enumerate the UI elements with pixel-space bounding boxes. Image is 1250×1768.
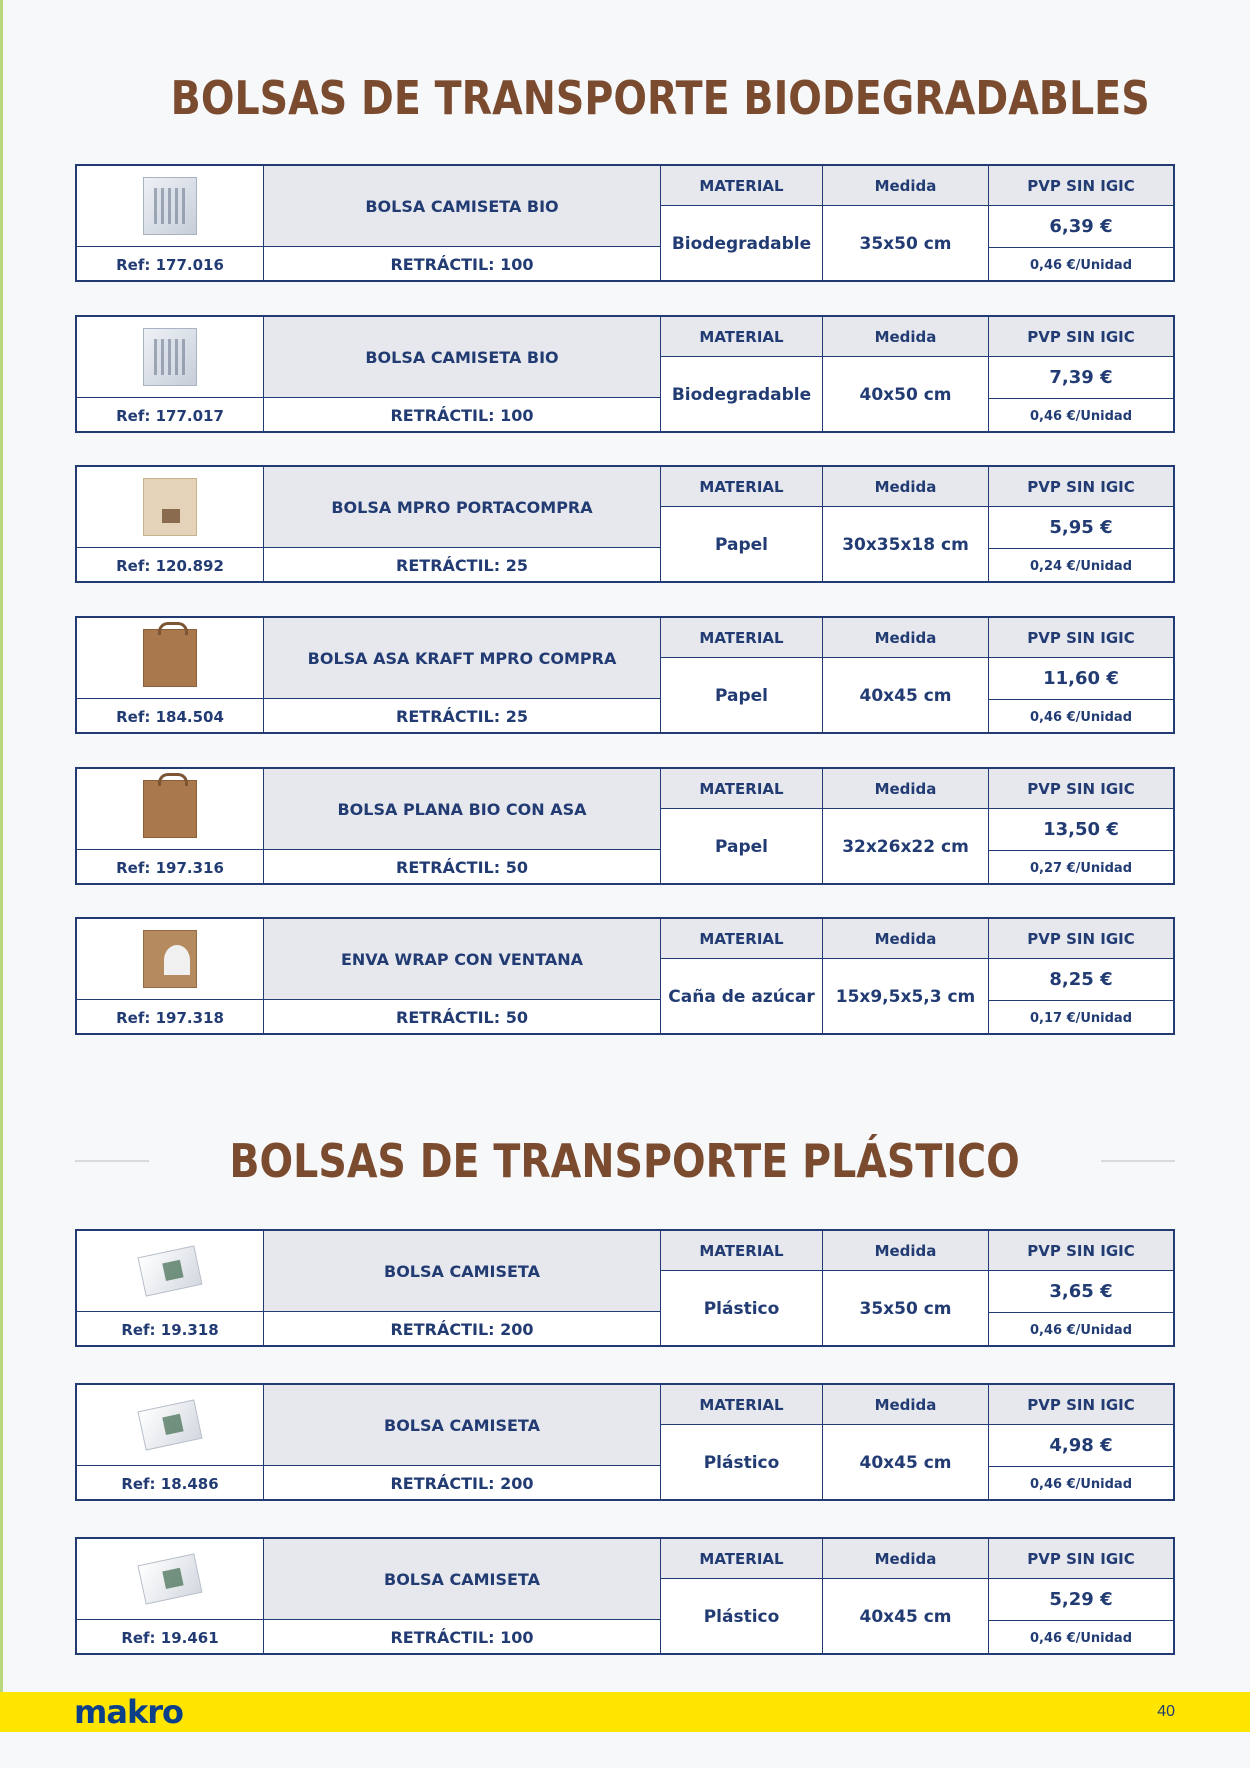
product-image (77, 166, 263, 246)
product-image (77, 769, 263, 849)
product-pack: RETRÁCTIL: 100 (263, 397, 660, 433)
product-name: BOLSA CAMISETA BIO (263, 166, 660, 246)
kraft-bag-icon (143, 780, 197, 838)
product-image (77, 1231, 263, 1311)
product-ref: Ref: 197.318 (77, 999, 263, 1035)
clear-bag-icon (143, 328, 197, 386)
product-material: Papel (660, 658, 822, 734)
kraft-bag-icon (143, 629, 197, 687)
product-medida: 32x26x22 cm (822, 809, 988, 885)
product-row (75, 1229, 1175, 1347)
header-material: MATERIAL (660, 769, 822, 809)
product-price: 4,98 € (988, 1425, 1173, 1467)
product-unit-price: 0,46 €/Unidad (988, 1313, 1173, 1347)
product-ref: Ref: 19.461 (77, 1619, 263, 1655)
product-name: BOLSA ASA KRAFT MPRO COMPRA (263, 618, 660, 698)
product-row (75, 164, 1175, 282)
product-name: BOLSA PLANA BIO CON ASA (263, 769, 660, 849)
product-unit-price: 0,46 €/Unidad (988, 700, 1173, 734)
product-name: BOLSA CAMISETA (263, 1231, 660, 1311)
product-medida: 40x45 cm (822, 1425, 988, 1501)
product-material: Plástico (660, 1425, 822, 1501)
page-number: 40 (1157, 1703, 1175, 1720)
product-pack: RETRÁCTIL: 200 (263, 1311, 660, 1347)
product-material: Plástico (660, 1271, 822, 1347)
header-pvp: PVP SIN IGIC (988, 166, 1173, 206)
header-pvp: PVP SIN IGIC (988, 618, 1173, 658)
page-edge-strip (0, 0, 3, 1692)
product-row (75, 1537, 1175, 1655)
product-medida: 40x45 cm (822, 658, 988, 734)
product-pack: RETRÁCTIL: 50 (263, 849, 660, 885)
product-pack: RETRÁCTIL: 25 (263, 698, 660, 734)
product-image (77, 618, 263, 698)
product-pack: RETRÁCTIL: 50 (263, 999, 660, 1035)
product-medida: 40x50 cm (822, 357, 988, 433)
product-medida: 30x35x18 cm (822, 507, 988, 583)
product-name: BOLSA CAMISETA (263, 1539, 660, 1619)
product-ref: Ref: 18.486 (77, 1465, 263, 1501)
product-price: 13,50 € (988, 809, 1173, 851)
header-medida: Medida (822, 317, 988, 357)
product-material: Papel (660, 809, 822, 885)
product-material: Papel (660, 507, 822, 583)
product-ref: Ref: 197.316 (77, 849, 263, 885)
product-material: Biodegradable (660, 357, 822, 433)
header-medida: Medida (822, 919, 988, 959)
product-pack: RETRÁCTIL: 200 (263, 1465, 660, 1501)
header-medida: Medida (822, 166, 988, 206)
section-heading: BOLSAS DE TRANSPORTE PLÁSTICO (229, 1134, 1021, 1188)
plastic-bag-icon (137, 1399, 202, 1450)
product-pack: RETRÁCTIL: 100 (263, 1619, 660, 1655)
product-price: 7,39 € (988, 357, 1173, 399)
product-medida: 35x50 cm (822, 206, 988, 282)
product-medida: 15x9,5x5,3 cm (822, 959, 988, 1035)
product-medida: 40x45 cm (822, 1579, 988, 1655)
header-pvp: PVP SIN IGIC (988, 467, 1173, 507)
header-medida: Medida (822, 769, 988, 809)
plastic-bag-icon (137, 1553, 202, 1604)
product-image (77, 919, 263, 999)
product-material: Plástico (660, 1579, 822, 1655)
product-ref: Ref: 184.504 (77, 698, 263, 734)
product-image (77, 1539, 263, 1619)
product-row (75, 767, 1175, 885)
header-medida: Medida (822, 1539, 988, 1579)
makro-logo: makro (74, 1693, 183, 1731)
header-medida: Medida (822, 1231, 988, 1271)
title-rule-left (75, 1160, 149, 1162)
product-image (77, 1385, 263, 1465)
section-title-plastico (75, 1131, 1175, 1191)
product-price: 3,65 € (988, 1271, 1173, 1313)
product-ref: Ref: 177.017 (77, 397, 263, 433)
plastic-bag-icon (137, 1245, 202, 1296)
product-ref: Ref: 19.318 (77, 1311, 263, 1347)
header-material: MATERIAL (660, 1385, 822, 1425)
header-pvp: PVP SIN IGIC (988, 769, 1173, 809)
header-pvp: PVP SIN IGIC (988, 317, 1173, 357)
wrap-box-icon (143, 930, 197, 988)
header-medida: Medida (822, 467, 988, 507)
title-rule-right (1101, 1160, 1175, 1162)
product-image (77, 467, 263, 547)
product-row (75, 315, 1175, 433)
product-material: Caña de azúcar (660, 959, 822, 1035)
product-unit-price: 0,46 €/Unidad (988, 399, 1173, 433)
product-name: ENVA WRAP CON VENTANA (263, 919, 660, 999)
product-name: BOLSA CAMISETA BIO (263, 317, 660, 397)
product-row (75, 1383, 1175, 1501)
header-pvp: PVP SIN IGIC (988, 1385, 1173, 1425)
product-row (75, 917, 1175, 1035)
header-medida: Medida (822, 618, 988, 658)
section-heading: BOLSAS DE TRANSPORTE BIODEGRADABLES (170, 71, 1150, 125)
product-unit-price: 0,27 €/Unidad (988, 851, 1173, 885)
product-ref: Ref: 120.892 (77, 547, 263, 583)
clear-bag-icon (143, 177, 197, 235)
product-unit-price: 0,24 €/Unidad (988, 549, 1173, 583)
header-material: MATERIAL (660, 1539, 822, 1579)
product-image (77, 317, 263, 397)
footer-bar (0, 1692, 1250, 1732)
header-material: MATERIAL (660, 919, 822, 959)
product-price: 6,39 € (988, 206, 1173, 248)
header-pvp: PVP SIN IGIC (988, 1231, 1173, 1271)
product-name: BOLSA CAMISETA (263, 1385, 660, 1465)
product-pack: RETRÁCTIL: 100 (263, 246, 660, 282)
product-unit-price: 0,46 €/Unidad (988, 1621, 1173, 1655)
header-pvp: PVP SIN IGIC (988, 919, 1173, 959)
section-title-biodegradables (75, 68, 1175, 128)
header-medida: Medida (822, 1385, 988, 1425)
product-medida: 35x50 cm (822, 1271, 988, 1347)
product-name: BOLSA MPRO PORTACOMPRA (263, 467, 660, 547)
product-price: 11,60 € (988, 658, 1173, 700)
paper-bag-icon (143, 478, 197, 536)
header-material: MATERIAL (660, 317, 822, 357)
header-material: MATERIAL (660, 618, 822, 658)
product-price: 8,25 € (988, 959, 1173, 1001)
product-pack: RETRÁCTIL: 25 (263, 547, 660, 583)
product-price: 5,29 € (988, 1579, 1173, 1621)
product-unit-price: 0,46 €/Unidad (988, 248, 1173, 282)
product-material: Biodegradable (660, 206, 822, 282)
header-pvp: PVP SIN IGIC (988, 1539, 1173, 1579)
header-material: MATERIAL (660, 166, 822, 206)
product-unit-price: 0,17 €/Unidad (988, 1001, 1173, 1035)
product-ref: Ref: 177.016 (77, 246, 263, 282)
product-price: 5,95 € (988, 507, 1173, 549)
product-row (75, 616, 1175, 734)
product-row (75, 465, 1175, 583)
header-material: MATERIAL (660, 467, 822, 507)
header-material: MATERIAL (660, 1231, 822, 1271)
product-unit-price: 0,46 €/Unidad (988, 1467, 1173, 1501)
